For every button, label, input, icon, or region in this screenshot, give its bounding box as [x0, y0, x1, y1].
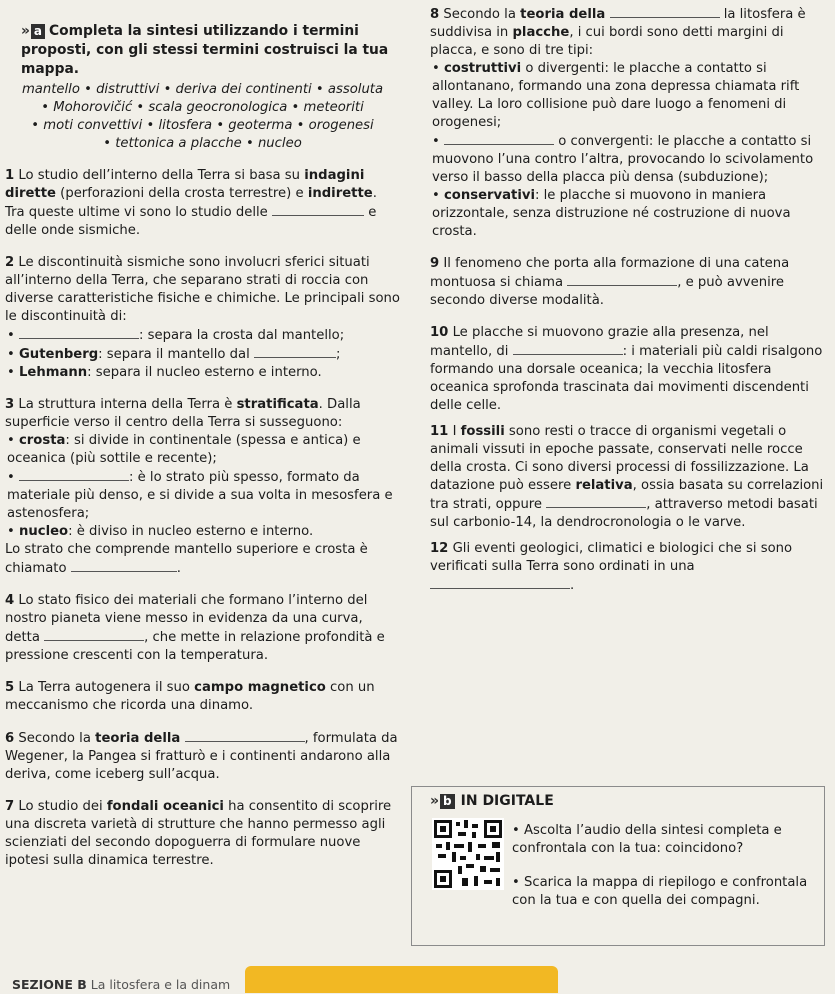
item-9: 9 Il fenomeno che porta alla formazione di una catena montuosa si chiama , e può avvenire secondo diverse modalità.: [430, 256, 790, 308]
item-8: 8 Secondo la teoria della la litosfera è suddivisa in placche, i cui bordi sono detti margini di placca, e sono di tre tipi:: [430, 7, 806, 58]
digital-tag: b: [440, 794, 455, 809]
blank-field[interactable]: [19, 468, 129, 481]
exercise-title: Completa la sintesi utilizzando i termini proposti, con gli stessi termini costruisci la tua mappa.: [21, 23, 389, 77]
blank-field[interactable]: [272, 203, 364, 216]
item-2: 2 Le discontinuità sismiche sono involucri sferici situati all’interno della Terra, che separano strati di roccia con diverse caratteristiche fisiche e chimiche. Le principali sono le discontinuità di:: [5, 255, 400, 324]
exercise-header: [5, 22, 400, 79]
item-3-tail: Lo strato che comprende mantello superiore e crosta è chiamato .: [5, 542, 368, 576]
terms-line: • moti convettivi • litosfera • geoterma • orogenesi: [31, 118, 374, 133]
item-10: 10 Le placche si muovono grazie alla presenza, nel mantello, di : i materiali più caldi risalgono formando una dorsale oceanica; la vecchia litosfera oceanica sprofonda trascinata dai movimenti discendenti delle celle.: [430, 325, 823, 413]
item-8-bullet-3: • conservativi: le placche si muovono in maniera orizzontale, senza distruzione né costruzione di nuova crosta.: [432, 188, 791, 239]
footer-title: La litosfera e la dinam: [90, 977, 231, 992]
item-3-bullet-2: • : è lo strato più spesso, formato da materiale più denso, e si divide a sua volta in mesosfera e astenosfera;: [7, 470, 393, 521]
terms-line: • Mohorovičić • scala geocronologica • meteoriti: [41, 100, 364, 115]
right-column: [430, 5, 828, 595]
exercise-tag: a: [31, 24, 45, 39]
chevron-icon: »: [21, 23, 30, 39]
digital-header: [430, 792, 554, 810]
qr-code-icon[interactable]: [432, 818, 504, 890]
item-11: 11 I fossili sono resti o tracce di organismi vegetali o animali vissuti in epoche passate, conservati nelle rocce della crosta. Ci sono diversi processi di fossilizzazione. La datazione può essere relativa, ossia basata su correlazioni tra strati, oppure , attraverso metodi basati sul carbonio-14, la dendrocronologia o le varve.: [430, 424, 824, 530]
footer-tab: [245, 966, 558, 993]
item-7: 7 Lo studio dei fondali oceanici ha consentito di scoprire una discreta varietà di strutture che hanno permesso agli scienziati del secondo dopoguerra di formulare nuove ipotesi sulla dinamica terrestre.: [5, 799, 392, 868]
item-12: 12 Gli eventi geologici, climatici e biologici che si sono verificati sulla Terra sono ordinati in una .: [430, 541, 793, 593]
item-8-bullet-2: • o convergenti: le placche a contatto si muovono l’una contro l’altra, provocando lo scivolamento verso il basso della placca più densa (subduzione);: [432, 134, 814, 185]
item-2-bullet-1: • : separa la crosta dal mantello;: [7, 328, 345, 343]
item-3-bullet-3: • nucleo: è diviso in nucleo esterno e interno.: [7, 524, 314, 539]
terms-line: mantello • distruttivi • deriva dei continenti • assoluta: [21, 82, 384, 97]
item-3: 3 La struttura interna della Terra è stratificata. Dalla superficie verso il centro della Terra si susseguono:: [5, 397, 361, 430]
terms-line: • tettonica a placche • nucleo: [103, 136, 302, 151]
blank-field[interactable]: [430, 576, 570, 589]
item-5: 5 La Terra autogenera il suo campo magnetico con un meccanismo che ricorda una dinamo.: [5, 680, 375, 713]
item-2-bullet-2: • Gutenberg: separa il mantello dal ;: [7, 347, 341, 362]
chevron-icon: »: [430, 793, 440, 809]
footer-section: SEZIONE B: [12, 977, 87, 992]
digital-bullet-2: • Scarica la mappa di riepilogo e confrontala con la tua e con quella dei compagni.: [512, 875, 808, 908]
blank-field[interactable]: [444, 132, 554, 145]
item-4: 4 Lo stato fisico dei materiali che formano l’interno del nostro pianeta viene messo in evidenza da una curva, detta , che mette in relazione profondità e pressione crescenti con la temperatura.: [5, 593, 385, 663]
item-3-bullet-1: • crosta: si divide in continentale (spessa e antica) e oceanica (più sottile e recente);: [7, 433, 361, 466]
blank-field[interactable]: [71, 559, 177, 572]
blank-field[interactable]: [44, 628, 144, 641]
item-2-bullet-3: • Lehmann: separa il nucleo esterno e interno.: [7, 365, 322, 380]
digital-title: IN DIGITALE: [460, 793, 554, 809]
blank-field[interactable]: [254, 345, 336, 358]
digital-list: [512, 822, 812, 910]
item-8-bullet-1: • costruttivi o divergenti: le placche a contatto si allontanano, formando una zona depressa chiamata rift valley. La loro collisione può dare luogo a fenomeni di orogenesi;: [432, 61, 800, 130]
terms-list: [5, 81, 400, 153]
blank-field[interactable]: [546, 495, 646, 508]
blank-field[interactable]: [513, 342, 623, 355]
blank-field[interactable]: [185, 729, 305, 742]
blank-field[interactable]: [567, 273, 677, 286]
left-column: [5, 22, 400, 870]
digital-bullet-1: • Ascolta l’audio della sintesi completa e confrontala con la tua: coincidono?: [512, 823, 782, 856]
blank-field[interactable]: [19, 326, 139, 339]
item-1: 1 Lo studio dell’interno della Terra si basa su indagini dirette (perforazioni della crosta terrestre) e indirette. Tra queste ultime vi sono lo studio delle e delle onde sismiche.: [5, 168, 377, 238]
footer-label: [12, 976, 230, 994]
item-6: 6 Secondo la teoria della , formulata da Wegener, la Pangea si fratturò e i continenti andarono alla deriva, come iceberg sull’acqua.: [5, 731, 398, 782]
blank-field[interactable]: [610, 5, 720, 18]
